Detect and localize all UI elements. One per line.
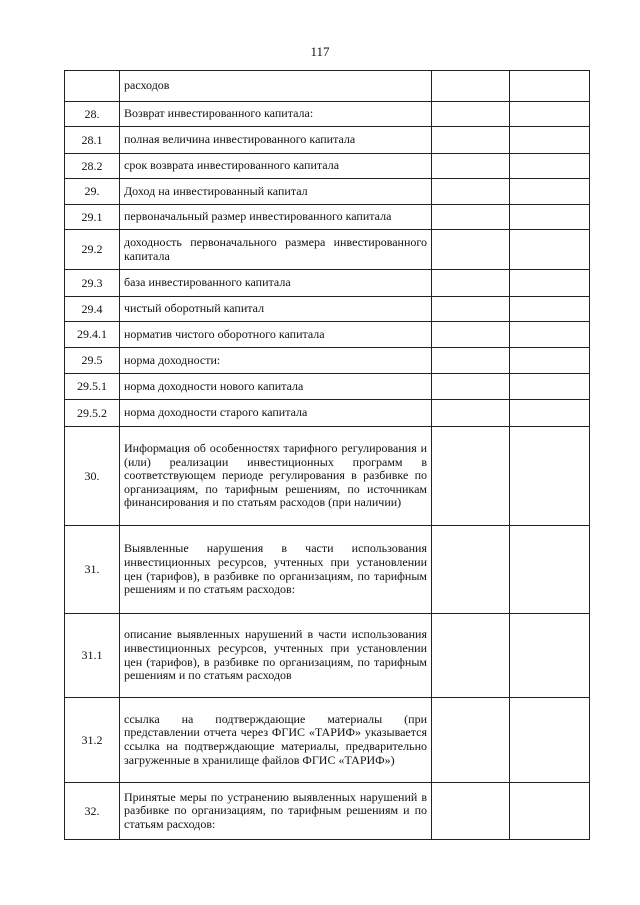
row-number: 29.3: [65, 270, 120, 297]
row-text: полная величина инвестированного капитала: [120, 127, 432, 154]
value-cell-1: [432, 374, 510, 400]
value-cell-2: [510, 526, 590, 614]
row-number: 31.1: [65, 614, 120, 698]
value-cell-1: [432, 783, 510, 840]
table-row: [65, 230, 590, 270]
row-text: расходов: [120, 71, 432, 102]
row-number: 31.2: [65, 698, 120, 783]
value-cell-2: [510, 400, 590, 427]
row-number: 29.4: [65, 297, 120, 322]
value-cell-2: [510, 102, 590, 127]
value-cell-1: [432, 526, 510, 614]
row-text: Принятые меры по устранению выявленных нарушений в разбивке по организациям, по тарифным решениям и по статьям расходов:: [120, 783, 432, 840]
value-cell-1: [432, 348, 510, 374]
value-cell-2: [510, 322, 590, 348]
table-row: [65, 400, 590, 427]
table-row: [65, 374, 590, 400]
row-number: 29.1: [65, 205, 120, 230]
table-row: [65, 270, 590, 297]
page-number: 117: [310, 44, 330, 59]
value-cell-2: [510, 230, 590, 270]
value-cell-2: [510, 71, 590, 102]
table-row: [65, 71, 590, 102]
value-cell-1: [432, 614, 510, 698]
table-row: [65, 698, 590, 783]
table-row: [65, 614, 590, 698]
table-row: [65, 348, 590, 374]
value-cell-1: [432, 400, 510, 427]
table-row: [65, 154, 590, 179]
row-text: чистый оборотный капитал: [120, 297, 432, 322]
value-cell-2: [510, 348, 590, 374]
row-number: 29.2: [65, 230, 120, 270]
value-cell-2: [510, 270, 590, 297]
row-text: срок возврата инвестированного капитала: [120, 154, 432, 179]
value-cell-1: [432, 205, 510, 230]
value-cell-1: [432, 698, 510, 783]
value-cell-2: [510, 154, 590, 179]
table-row: [65, 102, 590, 127]
row-number: [65, 71, 120, 102]
value-cell-1: [432, 322, 510, 348]
row-number: 30.: [65, 427, 120, 526]
row-text: доходность первоначального размера инвестированного капитала: [120, 230, 432, 270]
row-number: 28.2: [65, 154, 120, 179]
value-cell-2: [510, 297, 590, 322]
value-cell-2: [510, 179, 590, 205]
value-cell-1: [432, 179, 510, 205]
row-text: норма доходности старого капитала: [120, 400, 432, 427]
row-number: 29.4.1: [65, 322, 120, 348]
row-number: 29.5.2: [65, 400, 120, 427]
table-row: [65, 205, 590, 230]
value-cell-1: [432, 270, 510, 297]
row-text: ссылка на подтверждающие материалы (при представлении отчета через ФГИС «ТАРИФ» указывается ссылка на подтверждающие материалы, предварительно загруженные в хранилище файлов ФГИС «ТАРИФ»): [120, 698, 432, 783]
row-number: 29.: [65, 179, 120, 205]
row-text: первоначальный размер инвестированного капитала: [120, 205, 432, 230]
table-row: [65, 127, 590, 154]
row-text: норма доходности нового капитала: [120, 374, 432, 400]
value-cell-2: [510, 127, 590, 154]
value-cell-2: [510, 205, 590, 230]
table-row: [65, 322, 590, 348]
row-number: 29.5.1: [65, 374, 120, 400]
row-text: норма доходности:: [120, 348, 432, 374]
table-row: [65, 783, 590, 840]
value-cell-2: [510, 427, 590, 526]
row-text: описание выявленных нарушений в части использования инвестиционных ресурсов, учтенных при установлении цен (тарифов), в разбивке по организациям, по тарифным решениям и по статьям расходов: [120, 614, 432, 698]
table-row: [65, 526, 590, 614]
value-cell-2: [510, 374, 590, 400]
value-cell-1: [432, 71, 510, 102]
value-cell-2: [510, 614, 590, 698]
row-number: 29.5: [65, 348, 120, 374]
row-number: 31.: [65, 526, 120, 614]
row-text: Выявленные нарушения в части использования инвестиционных ресурсов, учтенных при установлении цен (тарифов), в разбивке по организациям, по тарифным решениям и по статьям расходов:: [120, 526, 432, 614]
table-row: [65, 427, 590, 526]
value-cell-2: [510, 698, 590, 783]
value-cell-1: [432, 127, 510, 154]
value-cell-1: [432, 102, 510, 127]
table-row: [65, 179, 590, 205]
value-cell-1: [432, 230, 510, 270]
value-cell-2: [510, 783, 590, 840]
value-cell-1: [432, 154, 510, 179]
row-number: 28.: [65, 102, 120, 127]
row-number: 28.1: [65, 127, 120, 154]
row-text: база инвестированного капитала: [120, 270, 432, 297]
value-cell-1: [432, 427, 510, 526]
value-cell-1: [432, 297, 510, 322]
row-text: Доход на инвестированный капитал: [120, 179, 432, 205]
row-number: 32.: [65, 783, 120, 840]
table-row: [65, 297, 590, 322]
row-text: норматив чистого оборотного капитала: [120, 322, 432, 348]
row-text: Возврат инвестированного капитала:: [120, 102, 432, 127]
row-text: Информация об особенностях тарифного регулирования и (или) реализации инвестиционных программ в соответствующем периоде регулирования в разбивке по организациям, по тарифным решениям, по источникам финансирования и по статьям расходов (при наличии): [120, 427, 432, 526]
report-table: [64, 70, 590, 840]
